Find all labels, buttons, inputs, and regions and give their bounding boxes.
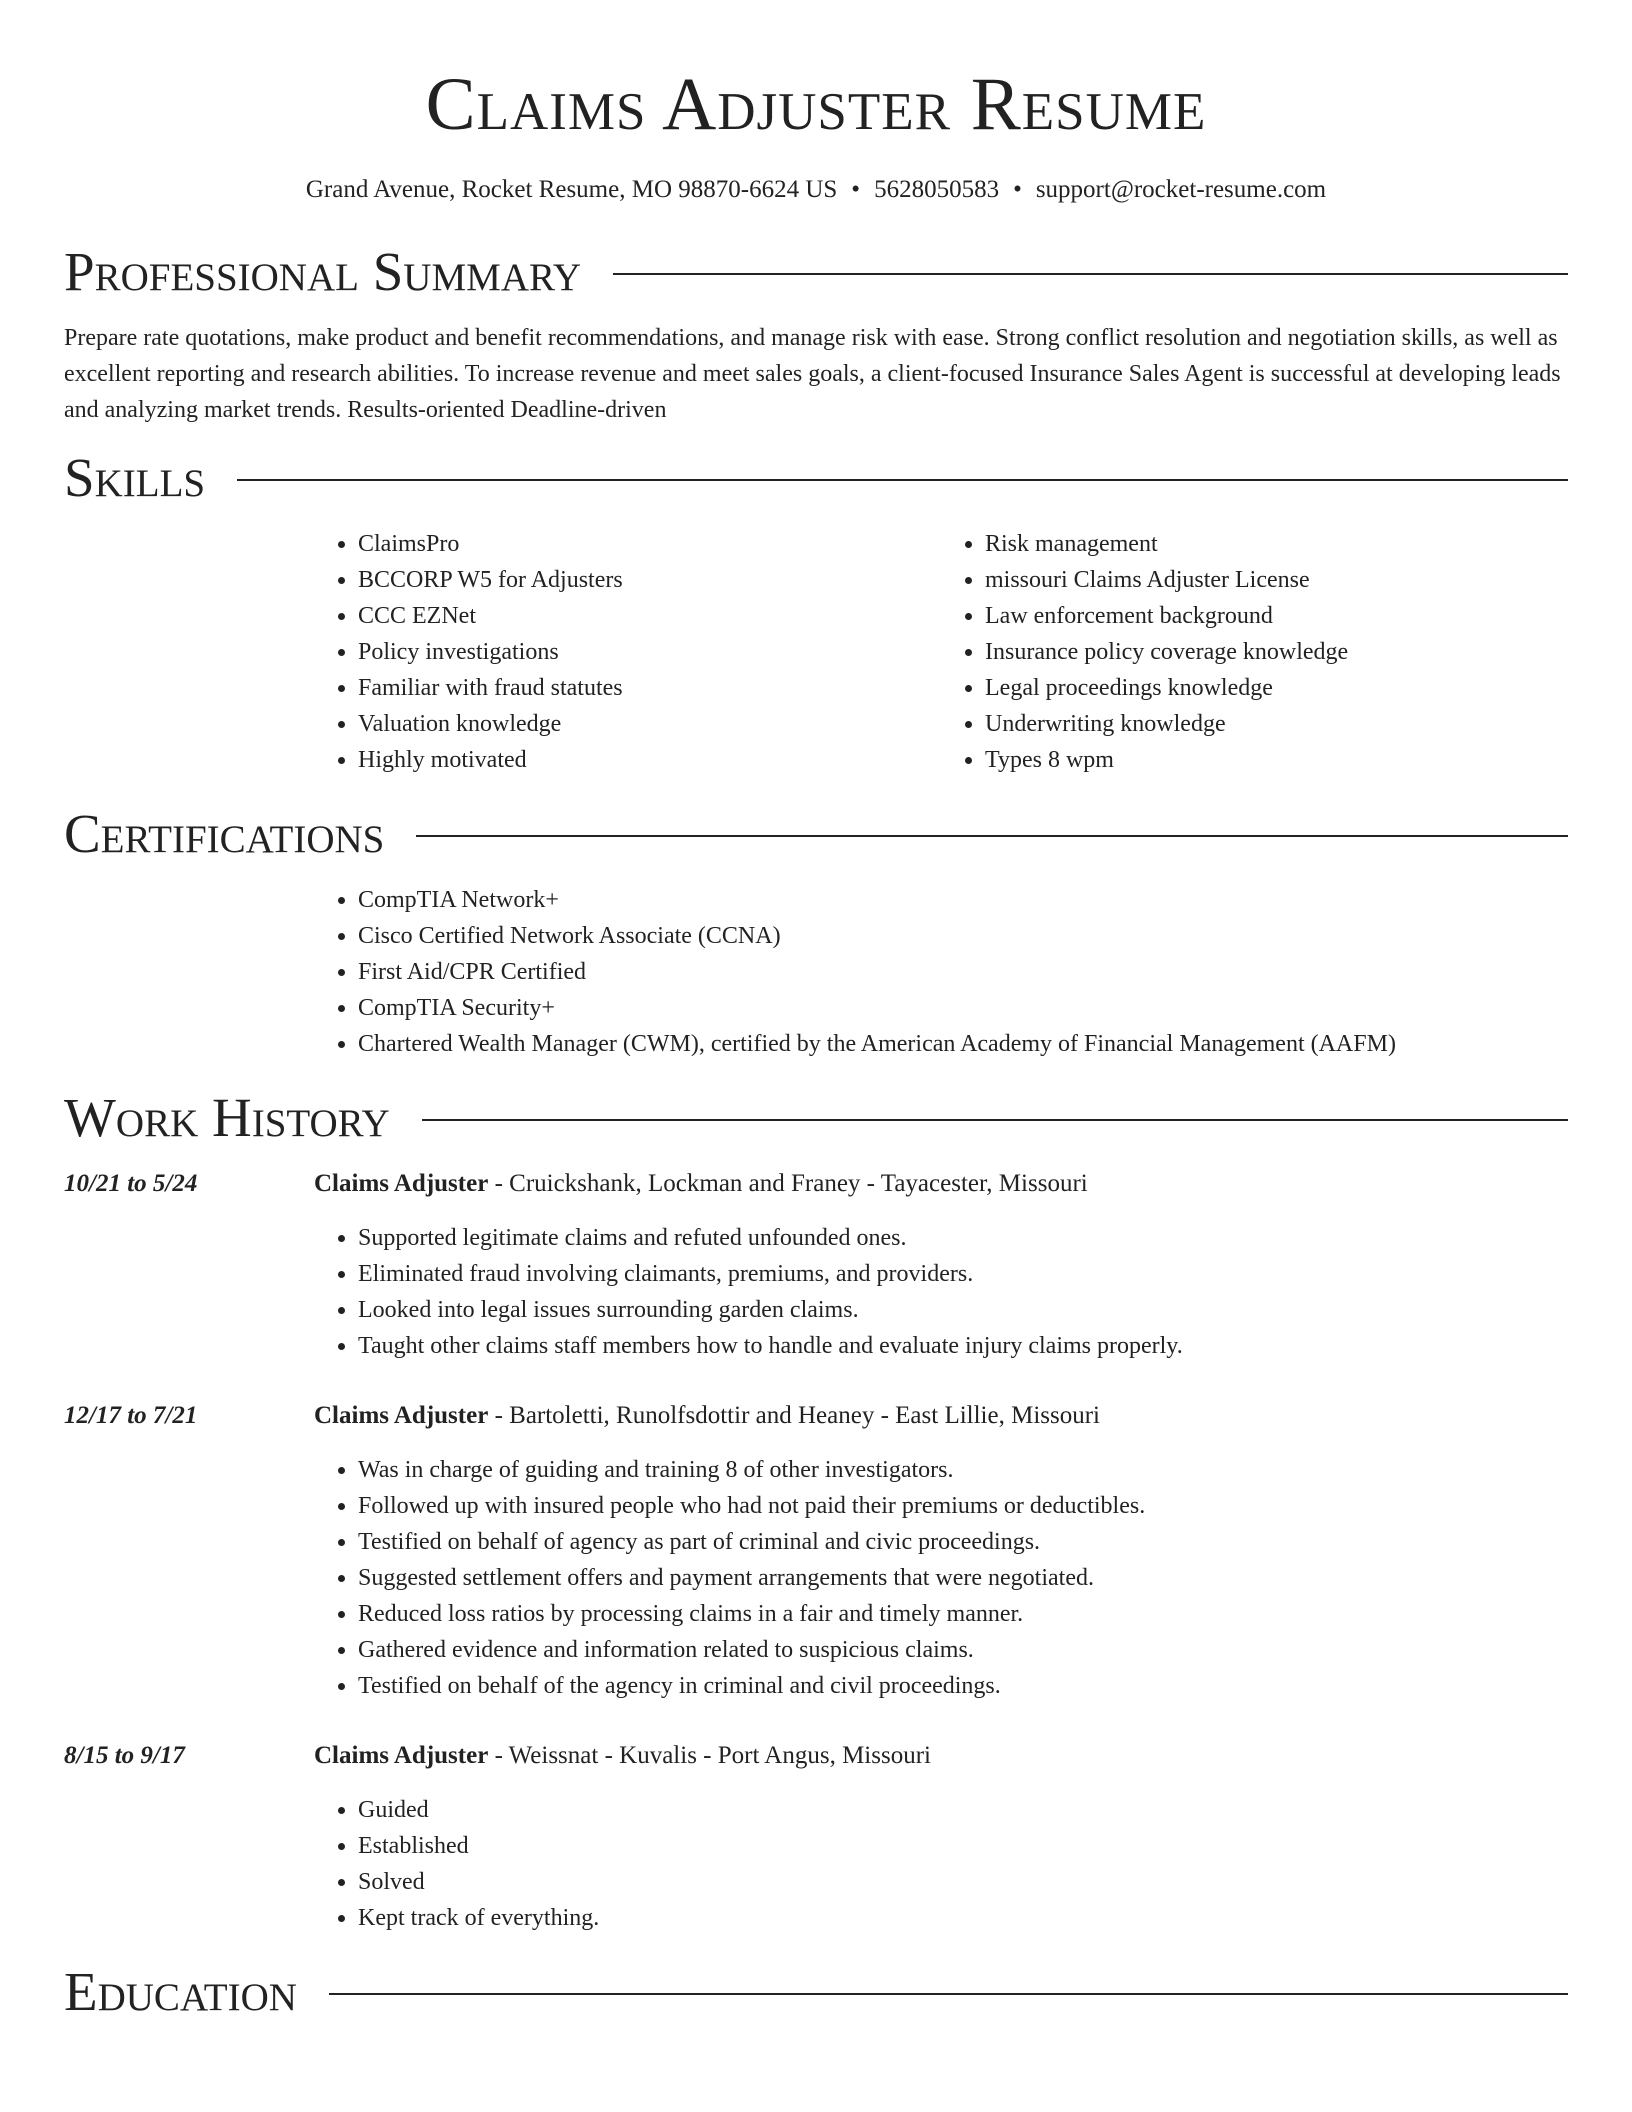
job-dates: 12/17 to 7/21 <box>64 1402 198 1429</box>
job-heading <box>314 1166 1568 1202</box>
job-employer: - Cruickshank, Lockman and Franey - Tayacester, Missouri <box>488 1170 1088 1197</box>
job-body <box>314 1166 1568 1364</box>
contact-address: Grand Avenue, Rocket Resume, MO 98870-6624 US <box>305 176 838 203</box>
section-divider <box>613 273 1568 275</box>
skills-column-right <box>941 526 1568 778</box>
contact-email: support@rocket-resume.com <box>1035 176 1327 203</box>
skill-item: • Policy investigations <box>358 634 941 670</box>
certifications-list <box>314 882 1568 1062</box>
contact-separator: • <box>1013 176 1022 203</box>
skill-item: • Types 8 wpm <box>985 742 1568 778</box>
certification-item: • Chartered Wealth Manager (CWM), certified by the American Academy of Financial Management (AAFM) <box>358 1026 1568 1062</box>
job-employer: - Weissnat - Kuvalis - Port Angus, Missouri <box>488 1742 931 1769</box>
education-heading: Education <box>64 1961 297 2022</box>
page-title: Claims Adjuster Resume <box>425 63 1207 146</box>
contact-line <box>64 174 1568 206</box>
job-bullet: • Gathered evidence and information related to suspicious claims. <box>358 1632 1568 1668</box>
job-bullet: • Was in charge of guiding and training 8 of other investigators. <box>358 1452 1568 1488</box>
job-entry <box>64 1166 1568 1364</box>
certification-item: • First Aid/CPR Certified <box>358 954 1568 990</box>
certification-item: • CompTIA Security+ <box>358 990 1568 1026</box>
section-divider <box>237 479 1568 481</box>
section-divider <box>422 1119 1568 1121</box>
job-title: Claims Adjuster <box>314 1742 489 1769</box>
job-bullet: • Suggested settlement offers and payment arrangements that were negotiated. <box>358 1560 1568 1596</box>
job-body <box>314 1738 1568 1936</box>
job-bullet: • Solved <box>358 1864 1568 1900</box>
work-section-header <box>64 1086 1568 1150</box>
skill-item: • missouri Claims Adjuster License <box>985 562 1568 598</box>
job-dates: 8/15 to 9/17 <box>64 1742 185 1769</box>
skills-list <box>314 526 1568 778</box>
job-bullet: • Testified on behalf of agency as part of criminal and civic proceedings. <box>358 1524 1568 1560</box>
summary-heading: Professional Summary <box>64 241 582 302</box>
section-divider <box>416 835 1568 837</box>
skill-item: • Law enforcement background <box>985 598 1568 634</box>
job-bullet: • Guided <box>358 1792 1568 1828</box>
job-bullet: • Established <box>358 1828 1568 1864</box>
job-employer: - Bartoletti, Runolfsdottir and Heaney - East Lillie, Missouri <box>488 1402 1101 1429</box>
skill-item: • ClaimsPro <box>358 526 941 562</box>
skill-item: • Underwriting knowledge <box>985 706 1568 742</box>
job-bullets <box>314 1792 1568 1936</box>
certification-item: • Cisco Certified Network Associate (CCNA) <box>358 918 1568 954</box>
skill-item: • Highly motivated <box>358 742 941 778</box>
job-bullet: • Looked into legal issues surrounding garden claims. <box>358 1292 1568 1328</box>
job-heading <box>314 1738 1568 1774</box>
skill-item: • Risk management <box>985 526 1568 562</box>
work-heading: Work History <box>64 1087 390 1148</box>
skill-item: • Legal proceedings knowledge <box>985 670 1568 706</box>
education-section-header <box>64 1960 1568 2024</box>
certification-item: • CompTIA Network+ <box>358 882 1568 918</box>
skill-item: • BCCORP W5 for Adjusters <box>358 562 941 598</box>
job-heading <box>314 1398 1568 1434</box>
job-bullet: • Testified on behalf of the agency in criminal and civil proceedings. <box>358 1668 1568 1704</box>
job-bullet: • Followed up with insured people who had not paid their premiums or deductibles. <box>358 1488 1568 1524</box>
skills-column-left <box>314 526 941 778</box>
contact-separator: • <box>851 176 861 203</box>
contact-phone: 5628050583 <box>874 176 1000 203</box>
skill-item: • Insurance policy coverage knowledge <box>985 634 1568 670</box>
job-bullets <box>314 1220 1568 1364</box>
job-dates: 10/21 to 5/24 <box>64 1170 198 1197</box>
job-entry <box>64 1398 1568 1704</box>
job-body <box>314 1398 1568 1704</box>
skill-item: • Valuation knowledge <box>358 706 941 742</box>
job-bullets <box>314 1452 1568 1704</box>
skills-heading: Skills <box>64 447 206 508</box>
job-title: Claims Adjuster <box>314 1170 489 1197</box>
certifications-heading: Certifications <box>64 803 385 864</box>
job-bullet: • Kept track of everything. <box>358 1900 1568 1936</box>
job-bullet: • Taught other claims staff members how to handle and evaluate injury claims properly. <box>358 1328 1568 1364</box>
certifications-section-header <box>64 802 1568 866</box>
summary-text: Prepare rate quotations, make product and benefit recommendations, and manage risk with ease. Strong conflict resolution and negotiation skills, as well as excellent reporting and research abilities. To increase revenue and meet sales goals, a client-focused Insurance Sales Agent is successful at developing leads and analyzing market trends. Results-oriented Deadline-driven <box>64 325 1561 423</box>
job-bullet: • Reduced loss ratios by processing claims in a fair and timely manner. <box>358 1596 1568 1632</box>
job-bullet: • Eliminated fraud involving claimants, premiums, and providers. <box>358 1256 1568 1292</box>
job-bullet: • Supported legitimate claims and refuted unfounded ones. <box>358 1220 1568 1256</box>
summary-section-header <box>64 240 1568 304</box>
section-divider <box>329 1993 1568 1995</box>
job-title: Claims Adjuster <box>314 1402 489 1429</box>
skill-item: • CCC EZNet <box>358 598 941 634</box>
skill-item: • Familiar with fraud statutes <box>358 670 941 706</box>
job-entry <box>64 1738 1568 1936</box>
skills-section-header <box>64 446 1568 510</box>
